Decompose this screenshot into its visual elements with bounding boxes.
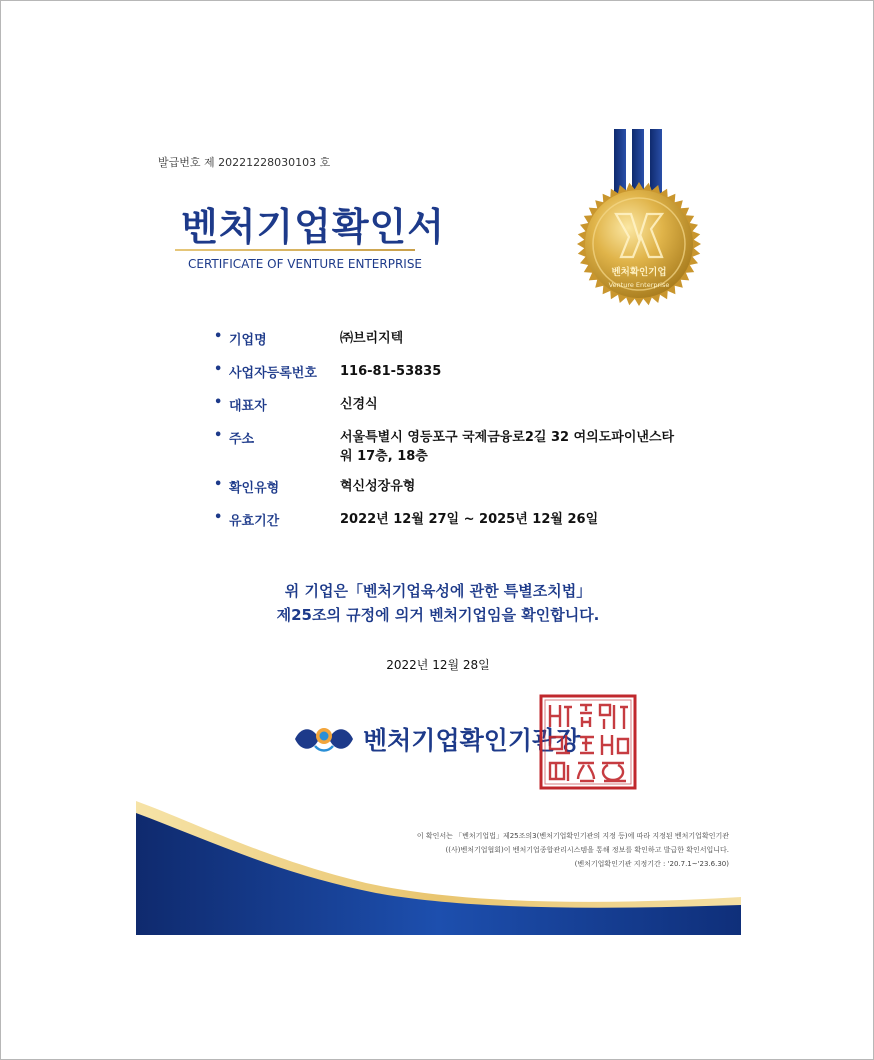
- bullet-icon: •: [214, 428, 223, 443]
- confirmation-statement: [1, 579, 874, 627]
- issue-date: 2022년 12월 28일: [386, 658, 490, 672]
- issuer-name: 벤처기업확인기관장: [363, 726, 581, 755]
- footnote-line-1: 이 확인서는 「벤처기업법」제25조의3(벤처기업확인기관의 지정 등)에 따라 지정된 벤처기업확인기관: [416, 832, 729, 840]
- statement-line-1: 위 기업은「벤처기업육성에 관한 특별조치법」: [284, 582, 592, 600]
- medal-text-kr: 벤처확인기업: [611, 267, 667, 278]
- issue-number: 발급번호 제 20221228030103 호: [158, 156, 331, 169]
- certificate-frame: 발급번호 제 20221228030103 호 벤처기업확인서 CERTIFICATE OF VENTURE ENTERPRISE 벤처확인기업 Venture Enterprise • 기업명 ㈜브리지텍 • 사업자등록번호 116-81-53835 • 대표자 신경식 • 주소 서울특별시 영등포구 국제금융로2길 32 여의도파이낸스타워 17층, 18층 • 확인유형 혁신성장유형 • 유효기간 2022년 12월 27일 ~ 2025년 12월 26일 위 기업은「벤처기업육성에 관한 특별조치법」 제25조의 규정에 의거 벤처기업임을 확인합니다. 2022년 12월 28일 벤처기업확인기관장 이 확인서는 「벤처기업법」제25조의3(벤처기업확인기관의 지정 등)에 따라 지정된 벤처기업확인기관 ((사)벤처기업협회)이 벤처기업종합관리시스템을 통해 정보를 확인하고 발급한 확인서입니다. (벤처기업확인기관 지정기간 : '20.7.1~'23.6.30): [0, 0, 874, 1060]
- title-english: CERTIFICATE OF VENTURE ENTERPRISE: [188, 257, 423, 271]
- footnote: [417, 829, 729, 871]
- medal-text-en: Venture Enterprise: [608, 281, 670, 289]
- issuer-logo-icon: [293, 722, 355, 756]
- title-divider: [175, 249, 415, 251]
- statement-line-2: 제25조의 규정에 의거 벤처기업임을 확인합니다.: [276, 606, 600, 624]
- footnote-line-3: (벤처기업확인기관 지정기간 : '20.7.1~'23.6.30): [574, 860, 729, 868]
- bullet-icon: •: [214, 477, 223, 492]
- bullet-icon: •: [214, 329, 223, 344]
- red-seal-icon: [538, 693, 638, 791]
- bullet-icon: •: [214, 510, 223, 525]
- footnote-line-2: ((사)벤처기업협회)이 벤처기업종합관리시스템을 통해 정보를 확인하고 발급한 확인서입니다.: [445, 846, 729, 854]
- title-korean: 벤처기업확인서: [181, 205, 445, 249]
- bullet-icon: •: [214, 362, 223, 377]
- bullet-icon: •: [214, 395, 223, 410]
- venture-medal-icon: [571, 129, 711, 319]
